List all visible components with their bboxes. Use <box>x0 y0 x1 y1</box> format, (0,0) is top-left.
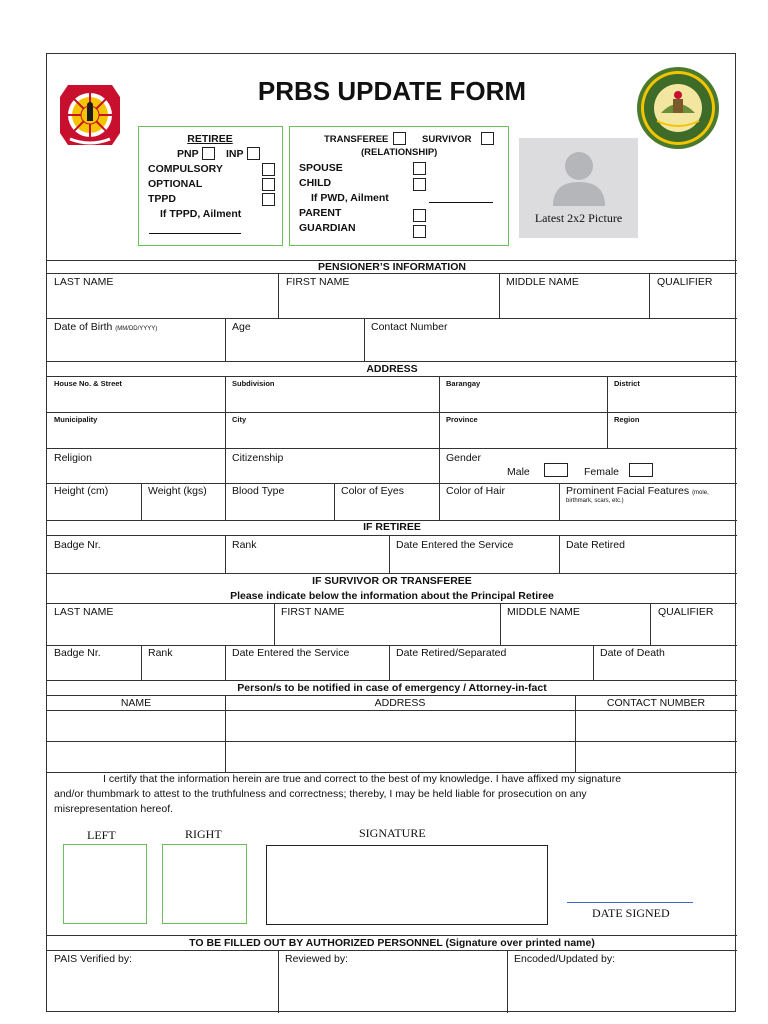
weight-label: Weight (kgs) <box>148 485 207 497</box>
if-survivor-heading: IF SURVIVOR OR TRANSFEREE <box>312 575 472 587</box>
qualifier-label: QUALIFIER <box>657 276 713 288</box>
retiree-date-entered-label: Date Entered the Service <box>396 539 514 551</box>
region-label: Region <box>614 415 640 424</box>
municipality-label: Municipality <box>54 415 98 424</box>
emergency-name-header: NAME <box>120 697 152 709</box>
reviewed-by-label: Reviewed by: <box>285 953 349 965</box>
pensioner-heading: PENSIONER’S INFORMATION <box>318 261 466 273</box>
guardian-checkbox[interactable] <box>413 225 426 238</box>
relationship-label: (RELATIONSHIP) <box>361 147 438 158</box>
pwd-ailment-line[interactable] <box>429 202 493 203</box>
retiree-box <box>138 126 283 246</box>
form-title: PRBS UPDATE FORM <box>257 76 527 106</box>
dob-label: Date of Birth (MM/DD/YYYY) <box>54 321 158 333</box>
district-label: District <box>614 379 640 388</box>
tppd-checkbox[interactable] <box>262 193 275 206</box>
inp-label: INP <box>226 148 244 160</box>
signature-box[interactable] <box>266 845 548 925</box>
optional-label: OPTIONAL <box>148 178 203 190</box>
spouse-checkbox[interactable] <box>413 162 426 175</box>
pnp-checkbox[interactable] <box>202 147 215 160</box>
female-label: Female <box>584 466 620 478</box>
retiree-heading: RETIREE <box>187 133 233 145</box>
principal-qualifier-label: QUALIFIER <box>658 606 714 618</box>
left-thumb-label: LEFT <box>87 828 116 842</box>
parent-checkbox[interactable] <box>413 209 426 222</box>
age-label: Age <box>232 321 251 333</box>
survivor-label: SURVIVOR <box>422 134 472 145</box>
transferee-checkbox[interactable] <box>393 132 406 145</box>
child-checkbox[interactable] <box>413 178 426 191</box>
optional-checkbox[interactable] <box>262 178 275 191</box>
hair-label: Color of Hair <box>446 485 505 497</box>
contact-label: Contact Number <box>371 321 448 333</box>
female-checkbox[interactable] <box>629 463 653 477</box>
date-signed-line[interactable] <box>567 902 693 903</box>
survivor-subheading: Please indicate below the information about the Principal Retiree <box>230 590 554 602</box>
photo-placeholder[interactable] <box>519 138 638 238</box>
right-thumbmark-box[interactable] <box>162 844 247 924</box>
principal-middle-name-label: MIDDLE NAME <box>507 606 580 618</box>
retiree-date-retired-label: Date Retired <box>566 539 625 551</box>
last-name-label: LAST NAME <box>54 276 114 288</box>
male-checkbox[interactable] <box>544 463 568 477</box>
pnp-label: PNP <box>177 148 199 160</box>
form-page <box>46 53 736 1012</box>
person-silhouette-icon <box>549 146 609 206</box>
blood-label: Blood Type <box>232 485 285 497</box>
pais-verified-label: PAIS Verified by: <box>54 953 133 965</box>
facial-note: birthmark, scars, etc.) <box>566 498 624 504</box>
gender-label: Gender <box>446 452 482 464</box>
prbs-seal-icon <box>635 65 721 151</box>
emergency-contact-header: CONTACT NUMBER <box>606 697 706 709</box>
if-pwd-label: If PWD, Ailment <box>311 192 389 204</box>
citizenship-label: Citizenship <box>232 452 284 464</box>
principal-date-entered-label: Date Entered the Service <box>232 647 350 659</box>
compulsory-checkbox[interactable] <box>262 163 275 176</box>
barangay-label: Barangay <box>446 379 481 388</box>
spouse-label: SPOUSE <box>299 162 343 174</box>
emergency-heading: Person/s to be notified in case of emergency / Attorney-in-fact <box>237 682 547 694</box>
eyes-label: Color of Eyes <box>341 485 405 497</box>
principal-first-name-label: FIRST NAME <box>281 606 345 618</box>
transferee-label: TRANSFEREE <box>324 134 389 145</box>
province-label: Province <box>446 415 478 424</box>
male-label: Male <box>507 466 530 478</box>
cert-line-3: misrepresentation hereof. <box>54 803 174 815</box>
subdivision-label: Subdivision <box>232 379 275 388</box>
guardian-label: GUARDIAN <box>299 222 356 234</box>
principal-last-name-label: LAST NAME <box>54 606 114 618</box>
survivor-checkbox[interactable] <box>481 132 494 145</box>
tppd-label: TPPD <box>148 193 177 205</box>
address-heading: ADDRESS <box>366 363 418 375</box>
principal-date-death-label: Date of Death <box>600 647 665 659</box>
relationship-box <box>289 126 509 246</box>
religion-label: Religion <box>54 452 92 464</box>
emergency-address-header: ADDRESS <box>374 697 426 709</box>
facial-label: Prominent Facial Features (mole, <box>566 485 709 497</box>
compulsory-label: COMPULSORY <box>148 163 223 175</box>
middle-name-label: MIDDLE NAME <box>506 276 579 288</box>
height-label: Height (cm) <box>54 485 109 497</box>
inp-checkbox[interactable] <box>247 147 260 160</box>
left-thumbmark-box[interactable] <box>63 844 147 924</box>
encoded-by-label: Encoded/Updated by: <box>514 953 615 965</box>
retiree-badge-label: Badge Nr. <box>54 539 101 551</box>
retiree-rank-label: Rank <box>232 539 257 551</box>
authorized-heading: TO BE FILLED OUT BY AUTHORIZED PERSONNEL (Signature over printed name) <box>189 937 595 949</box>
right-thumb-label: RIGHT <box>185 827 222 841</box>
principal-badge-label: Badge Nr. <box>54 647 101 659</box>
parent-label: PARENT <box>299 207 342 219</box>
if-tppd-label: If TPPD, Ailment <box>160 208 242 220</box>
house-label: House No. & Street <box>54 379 122 388</box>
date-signed-label: DATE SIGNED <box>592 906 670 920</box>
cert-line-1: I certify that the information herein are true and correct to the best of my knowledge. I have affixed my signature <box>103 773 622 785</box>
if-retiree-heading: IF RETIREE <box>363 521 421 533</box>
first-name-label: FIRST NAME <box>286 276 350 288</box>
principal-date-retired-label: Date Retired/Separated <box>396 647 507 659</box>
principal-rank-label: Rank <box>148 647 173 659</box>
city-label: City <box>232 415 247 424</box>
photo-label: Latest 2x2 Picture <box>534 211 623 225</box>
cert-line-2: and/or thumbmark to attest to the truthfulness and correctness; thereby, I may be held liable for prosecution on any <box>54 788 587 800</box>
tppd-ailment-line[interactable] <box>149 233 241 234</box>
child-label: CHILD <box>299 177 332 189</box>
signature-label: SIGNATURE <box>359 826 426 840</box>
